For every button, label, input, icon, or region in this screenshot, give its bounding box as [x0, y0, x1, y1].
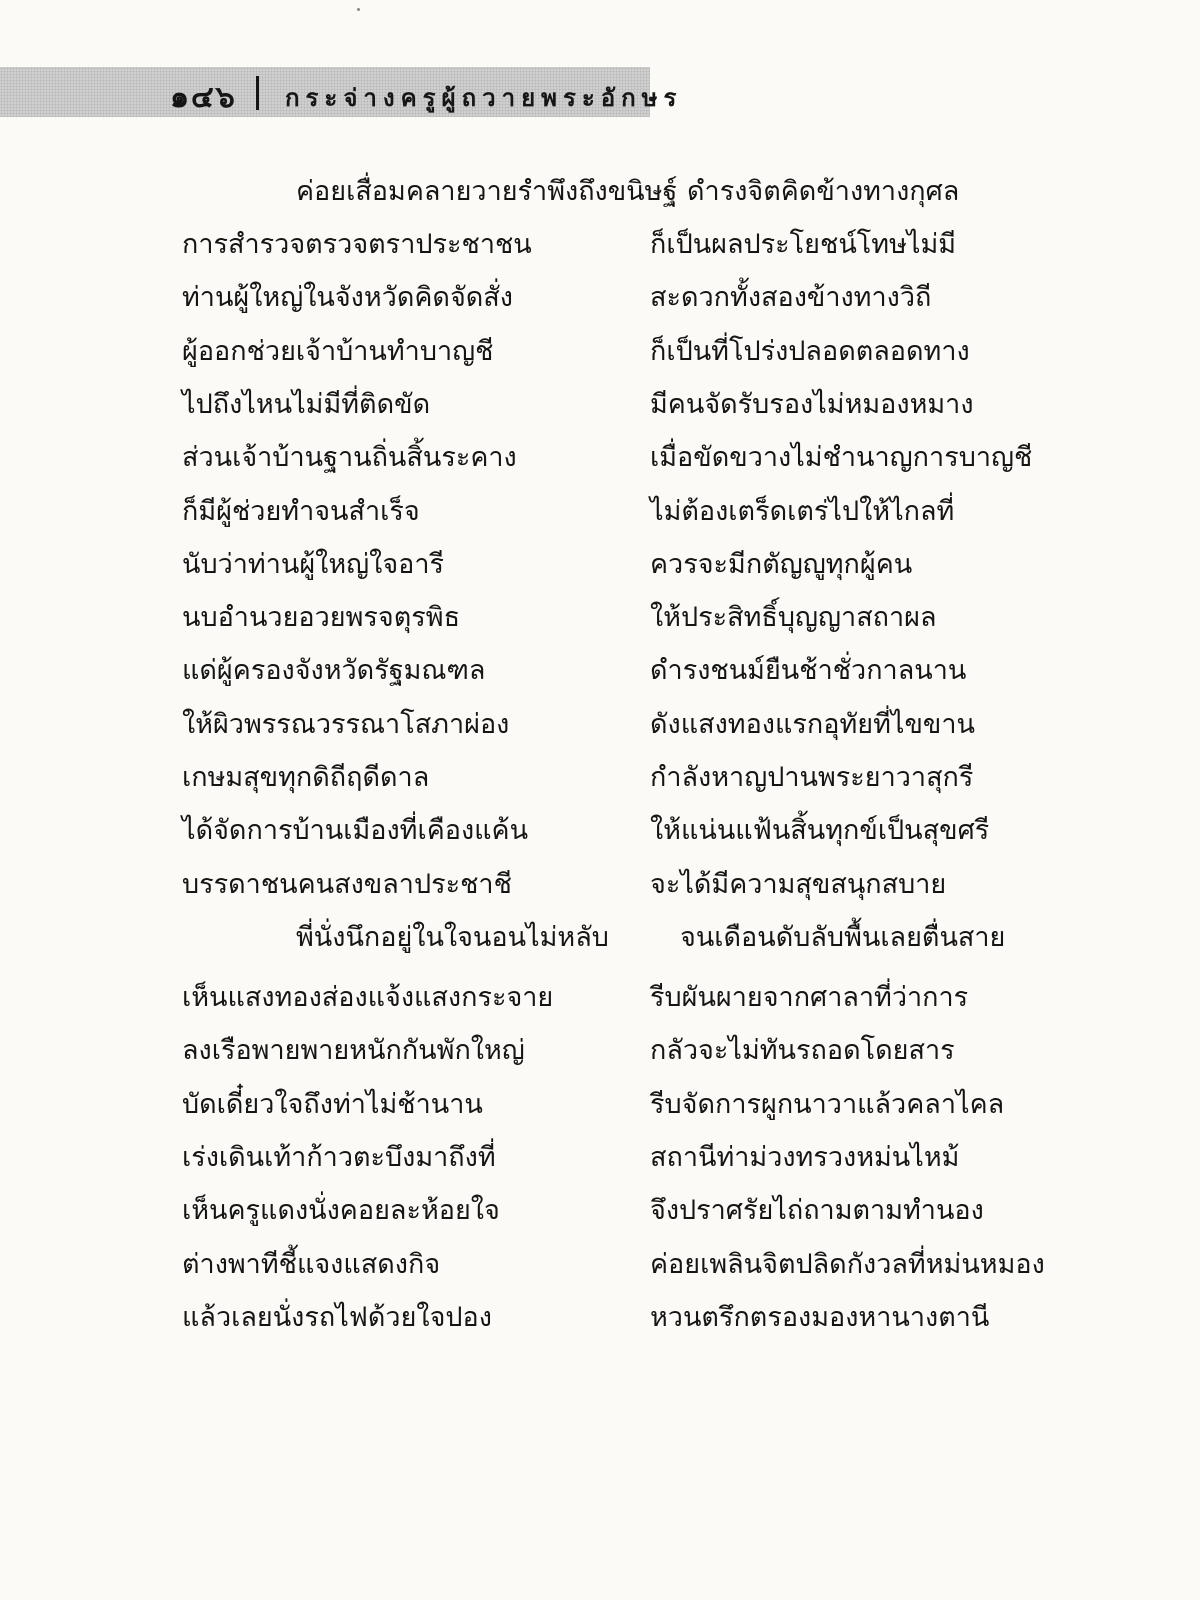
verse-3-second: ก็เป็นที่โปร่งปลอดตลอดทาง	[650, 336, 970, 367]
page-number: ๑๔๖	[170, 80, 237, 115]
verse-19-second: จึงปราศรัยไถ่ถามตามทำนอง	[650, 1195, 984, 1226]
verse-12-second: ให้แน่นแฟ้นสิ้นทุกข์เป็นสุขศรี	[650, 815, 990, 846]
verse-17-first: บัดเดี๋ยวใจถึงท่าไม่ช้านาน	[182, 1089, 483, 1120]
verse-17-second: รีบจัดการผูกนาวาแล้วคลาไคล	[650, 1089, 1005, 1120]
verse-15-second: รีบผันผายจากศาลาที่ว่าการ	[650, 982, 969, 1013]
header-divider	[256, 76, 259, 110]
verse-21-second: หวนตรึกตรองมองหานางตานี	[650, 1302, 990, 1333]
verse-9-second: ดำรงชนม์ยืนช้าชั่วกาลนาน	[650, 655, 967, 686]
verse-7-first: นับว่าท่านผู้ใหญ่ใจอารี	[182, 549, 445, 580]
verse-0-second: ดำรงจิตคิดข้างทางกุศล	[687, 176, 960, 207]
verse-20-second: ค่อยเพลินจิตปลิดกังวลที่หม่นหมอง	[650, 1249, 1045, 1280]
verse-4-first: ไปถึงไหนไม่มีที่ติดขัด	[182, 389, 431, 420]
verse-13-second: จะได้มีความสุขสนุกสบาย	[650, 869, 947, 900]
verse-8-second: ให้ประสิทธิ์บุญญาสถาผล	[650, 602, 937, 633]
verse-1-first: การสำรวจตรวจตราประชาชน	[182, 229, 532, 260]
verse-1-second: ก็เป็นผลประโยชน์โทษไม่มี	[650, 229, 957, 260]
paper-speck	[357, 8, 360, 11]
verse-9-first: แด่ผู้ครองจังหวัดรัฐมณฑล	[182, 655, 486, 686]
verse-20-first: ต่างพาทีชี้แจงแสดงกิจ	[182, 1249, 441, 1280]
verse-15-first: เห็นแสงทองส่องแจ้งแสงกระจาย	[182, 982, 554, 1013]
verse-2-first: ท่านผู้ใหญ่ในจังหวัดคิดจัดสั่ง	[182, 282, 513, 313]
verse-11-second: กำลังหาญปานพระยาวาสุกรี	[650, 762, 974, 793]
verse-16-second: กลัวจะไม่ทันรถอดโดยสาร	[650, 1035, 955, 1066]
verse-6-first: ก็มีผู้ช่วยทำจนสำเร็จ	[182, 496, 420, 527]
verse-18-second: สถานีท่าม่วงทรวงหม่นไหม้	[650, 1142, 960, 1173]
verse-13-first: บรรดาชนคนสงขลาประชาชี	[182, 869, 512, 900]
verse-10-second: ดังแสงทองแรกอุทัยที่ไขขาน	[650, 709, 975, 740]
verse-16-first: ลงเรือพายพายหนักกันพักใหญ่	[182, 1035, 525, 1066]
verse-11-first: เกษมสุขทุกดิถีฤดีดาล	[182, 762, 430, 793]
verse-14-first: พี่นั่งนึกอยู่ในใจนอนไม่หลับ	[296, 922, 609, 953]
verse-0-first: ค่อยเสื่อมคลายวายรำพึงถึงขนิษฐ์	[296, 176, 678, 207]
verse-14-second: จนเดือนดับลับพื้นเลยตื่นสาย	[680, 922, 1006, 953]
verse-19-first: เห็นครูแดงนั่งคอยละห้อยใจ	[182, 1195, 500, 1226]
verse-18-first: เร่งเดินเท้าก้าวตะบึงมาถึงที่	[182, 1142, 496, 1173]
verse-5-first: ส่วนเจ้าบ้านฐานถิ่นสิ้นระคาง	[182, 442, 517, 473]
verse-12-first: ได้จัดการบ้านเมืองที่เคืองแค้น	[182, 815, 529, 846]
verse-10-first: ให้ผิวพรรณวรรณาโสภาผ่อง	[182, 709, 510, 740]
verse-8-first: นบอำนวยอวยพรจตุรพิธ	[182, 602, 461, 633]
verse-2-second: สะดวกทั้งสองข้างทางวิถี	[650, 282, 932, 313]
verse-6-second: ไม่ต้องเตร็ดเตร่ไปให้ไกลที่	[650, 496, 955, 527]
book-title: กระจ่างครูผู้ถวายพระอักษร	[285, 84, 683, 112]
verse-3-first: ผู้ออกช่วยเจ้าบ้านทำบาญชี	[182, 336, 494, 367]
verse-5-second: เมื่อขัดขวางไม่ชำนาญการบาญชี	[650, 442, 1033, 473]
verse-21-first: แล้วเลยนั่งรถไฟด้วยใจปอง	[182, 1302, 492, 1333]
verse-4-second: มีคนจัดรับรองไม่หมองหมาง	[650, 389, 974, 420]
verse-7-second: ควรจะมีกตัญญูทุกผู้คน	[650, 549, 913, 580]
